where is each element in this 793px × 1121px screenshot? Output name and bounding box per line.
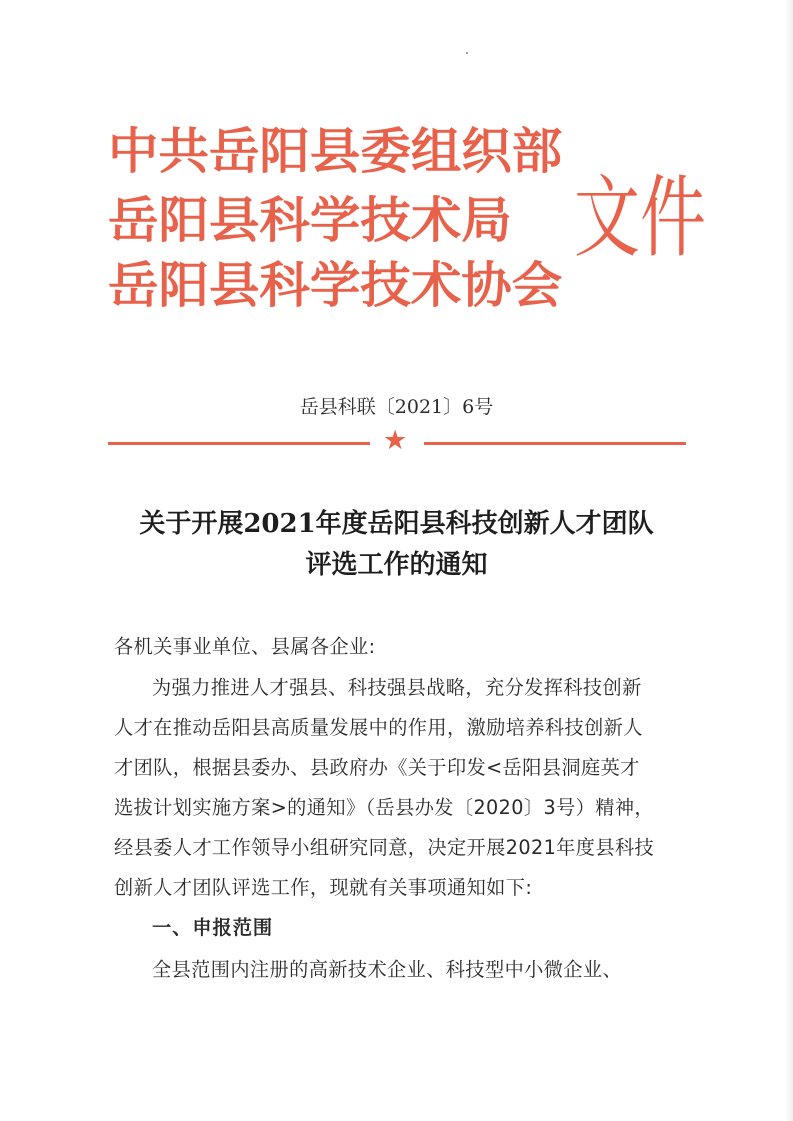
salutation: 各机关事业单位、县属各企业: bbox=[114, 635, 376, 658]
section-heading: 一、申报范围 bbox=[152, 916, 274, 939]
body-line-1: 为强力推进人才强县、科技强县战略，充分发挥科技创新 bbox=[152, 676, 642, 699]
body-line-6: 创新人才团队评选工作，现就有关事项通知如下: bbox=[114, 876, 533, 899]
document-title-line-1: 关于开展2021年度岳阳县科技创新人才团队 bbox=[139, 509, 654, 539]
scan-speck bbox=[466, 52, 468, 54]
issuer-line-2: 岳阳县科学技术局 bbox=[108, 192, 512, 249]
document-title-line-2: 评选工作的通知 bbox=[305, 550, 488, 580]
document-number: 岳县科联〔2021〕6号 bbox=[299, 396, 494, 418]
issuer-line-3: 岳阳县科学技术协会 bbox=[108, 257, 563, 314]
red-rule-right bbox=[424, 442, 686, 445]
document-suffix: 文件 bbox=[574, 165, 706, 270]
star-icon: ★ bbox=[383, 425, 408, 456]
section-body-line-1: 全县范围内注册的高新技术企业、科技型中小微企业、 bbox=[152, 958, 623, 981]
body-line-2: 人才在推动岳阳县高质量发展中的作用，激励培养科技创新人 bbox=[114, 716, 643, 739]
body-line-4: 选拔计划实施方案>的通知》（岳县办发〔2020〕3号）精神， bbox=[114, 796, 655, 819]
page-edge-shadow bbox=[785, 0, 793, 1121]
issuer-line-1: 中共岳阳县委组织部 bbox=[108, 123, 563, 180]
red-rule-left bbox=[108, 442, 370, 445]
red-letterhead bbox=[108, 118, 706, 318]
body-line-3: 才团队，根据县委办、县政府办《关于印发<岳阳县洞庭英才 bbox=[114, 756, 640, 779]
body-line-5: 经县委人才工作领导小组研究同意，决定开展2021年度县科技 bbox=[114, 836, 655, 859]
